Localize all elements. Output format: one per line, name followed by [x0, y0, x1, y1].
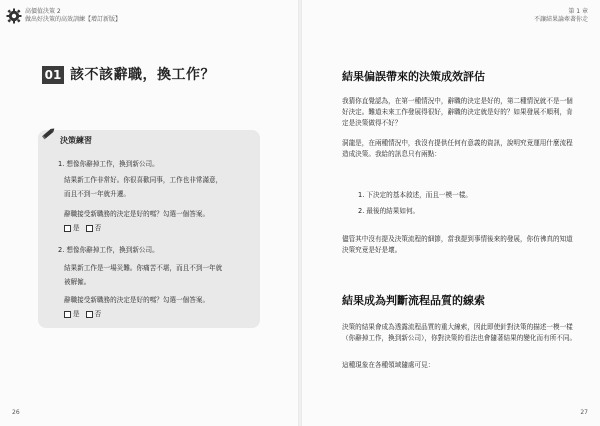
paragraph-5: 這種現象在各種領域隨處可見：	[342, 361, 435, 369]
heading-outcome-clue: 結果成為判斷流程品質的線索	[342, 294, 485, 307]
q2-title: 2. 想像你辭掉工作，換到新公司。	[58, 246, 159, 254]
right-page	[302, 0, 600, 426]
book-series: 高價值決策 2	[25, 8, 61, 15]
section-title: 該不該辭職，換工作？	[70, 67, 215, 83]
paragraph-1: 我猜你直覺認為，在第一種情況中，辭職的決定是好的，第二種情況就不是一個好決定。難道未來工作發展得很好，辭職的決定就是好的？如果發展不順利，肯定是決策做得不好？	[342, 97, 573, 127]
q2-line2: 被解僱。	[64, 278, 91, 286]
list-item-2: 2. 最後的結果如何。	[358, 207, 420, 215]
option-label: 是	[73, 310, 80, 318]
paragraph-4: 決策的結果會成為透露流程品質的重大線索，因此即使針對決策的描述一模一樣（你辭掉工作，換到新公司），你對決策的看法也會隨著結果的變化而有所不同。	[342, 323, 577, 342]
q2-choices	[64, 310, 101, 318]
q2-question: 辭職接受新職務的決定是好的嗎？勾選一個答案。	[64, 296, 210, 304]
option-label: 是	[73, 224, 80, 232]
q2-option-yes[interactable]	[64, 310, 80, 318]
option-label: 否	[94, 310, 102, 318]
paragraph-2: 洞龍是，在兩種情況中，我沒有提供任何有意義的資訊，說明究竟運用什麼流程造成決策。我給的訊息只有兩點：	[342, 139, 573, 158]
left-page	[0, 0, 298, 426]
exercise-title: 決策練習	[60, 136, 92, 145]
q1-choices	[64, 224, 101, 232]
heading-outcome-bias: 結果偏誤帶來的決策成效評估	[342, 70, 485, 83]
running-header-left	[25, 8, 121, 24]
option-label: 否	[94, 224, 102, 232]
gear-icon	[6, 8, 22, 24]
q2-line1: 結果新工作是一場災難。你痛苦不堪，而且不到一年就	[64, 264, 223, 272]
q1-title: 1. 想像你辭掉工作，換到新公司。	[58, 160, 159, 168]
page-number-left: 26	[12, 409, 20, 416]
q1-option-yes[interactable]	[64, 224, 80, 232]
chapter-number: 第 1 章	[568, 8, 588, 15]
running-header-right	[534, 8, 588, 24]
page-number-right: 27	[580, 409, 588, 416]
book-title: 做出好決策的高效訓練【增訂新版】	[25, 16, 122, 23]
list-item-1: 1. 下決定的基本敘述，而且一模一樣。	[358, 191, 472, 199]
section-number: 01	[42, 66, 64, 84]
q1-option-no[interactable]	[86, 224, 102, 232]
q1-question: 辭職接受新職務的決定是好的嗎？勾選一個答案。	[64, 210, 210, 218]
checkbox[interactable]	[64, 311, 71, 318]
checkbox[interactable]	[86, 225, 93, 232]
pencil-icon	[40, 124, 58, 142]
chapter-title: 不讓結果論牽著你走	[533, 16, 588, 23]
checkbox[interactable]	[64, 225, 71, 232]
q1-line1: 結果新工作非常好。你很喜歡同事，工作也非常滿意，	[64, 176, 223, 184]
q2-option-no[interactable]	[86, 310, 102, 318]
paragraph-3: 儘管其中沒有提及決策流程的細節，當我提到事情後來的發展，你仿彿真的知道決策究竟是好是壞。	[342, 235, 573, 254]
checkbox[interactable]	[86, 311, 93, 318]
q1-line2: 而且不到一年就升遷。	[64, 190, 130, 198]
